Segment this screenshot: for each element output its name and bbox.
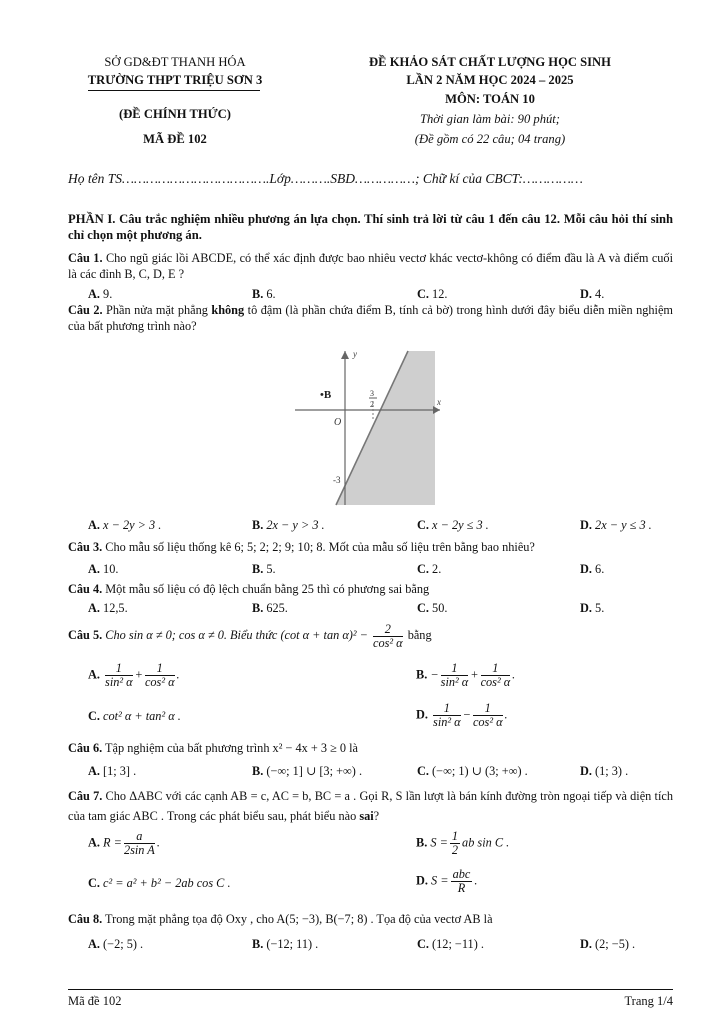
exam-pages-note: (Đề gồm có 22 câu; 04 trang) [414, 132, 566, 146]
q1-option-d[interactable]: D. 4. [580, 287, 605, 301]
q6-option-a[interactable]: A. [1; 3] . [88, 764, 137, 778]
q5-fraction: $\frac{2}{\text{cos² α}}$ [373, 621, 403, 650]
q7-option-d[interactable]: D. S = $\frac{\text{abc}}{R}$ . [416, 867, 478, 895]
q1-text: Cho ngũ giác lồi ABCDE, có thể xác định được bao nhiêu vectơ khác vectơ-không có điểm đầu là A và điểm cuối là các đỉnh B, C, D, E ? [68, 251, 673, 281]
q4-options [88, 601, 688, 617]
school-underline [88, 90, 260, 91]
question-8: Câu 8. Trong mặt phẳng tọa độ Oxy , cho A(5; −3), B(−7; 8) . Tọa độ của vectơ AB là [68, 912, 493, 926]
q4-option-c[interactable]: C. 50. [417, 601, 448, 615]
question-1 [68, 251, 673, 282]
q8-option-b[interactable]: B. (−12; 11) . [252, 937, 319, 951]
q4-option-d[interactable]: D. 5. [580, 601, 605, 615]
y-axis-label: y [353, 349, 357, 359]
q2-option-d[interactable]: D. 2x − y ≤ 3 . [580, 518, 652, 532]
q7-option-a[interactable]: A. R = $\frac{a}{\text{2sin A}}$ . [88, 829, 160, 857]
q5-option-b[interactable]: B. − $\frac{1}{\text{sin² α}}$ + $\frac{1}{\text{cos² α}}$ . [416, 661, 516, 689]
q7-options-cd [88, 868, 688, 902]
school-dept: SỞ GD&ĐT THANH HÓA [104, 55, 246, 69]
q6-option-d[interactable]: D. (1; 3) . [580, 764, 629, 778]
x-axis-arrow [433, 406, 440, 414]
student-info-line: Họ tên TS……………………………….Lớp……….SBD……………; Chữ kí của CBCT:…………… [68, 171, 583, 186]
tick-x-num: 3 [370, 389, 374, 398]
point-b: •B [320, 389, 332, 401]
q8-options [88, 937, 688, 953]
q7-options-ab [88, 830, 688, 864]
question-6: Câu 6. Tập nghiệm của bất phương trình x² − 4x + 3 ≥ 0 là [68, 741, 358, 755]
q6-options [88, 764, 688, 780]
x-axis-label: x [437, 397, 441, 407]
origin-label: O [334, 417, 342, 428]
q2-figure [290, 345, 450, 510]
question-5: Câu 5. Cho sin α ≠ 0; cos α ≠ 0. Biểu thức (cot α + tan α)² − $\frac{2}{\text{cos² α}}$ bằng [68, 621, 432, 650]
footer-exam-code: Mã đề 102 [68, 994, 122, 1008]
q8-option-a[interactable]: A. (−2; 5) . [88, 937, 144, 951]
q7-option-c[interactable]: C. c² = a² + b² − 2ab cos C . [88, 876, 231, 890]
q2-options [88, 518, 688, 534]
q1-option-a[interactable]: A. 9. [88, 287, 113, 301]
q5-option-c[interactable]: C. cot² α + tan² α . [88, 709, 181, 723]
q1-label: Câu 1. [68, 251, 103, 265]
exam-round: LẦN 2 NĂM HỌC 2024 – 2025 [406, 73, 574, 87]
question-2: Câu 2. Phần nửa mặt phẳng không tô đậm (là phần chứa điểm B, tính cả bờ) trong hình dưới đây biểu diễn miền nghiệm của bất phương trình nào? [68, 303, 673, 333]
footer-rule [68, 989, 673, 990]
q3-option-b[interactable]: B. 5. [252, 562, 276, 576]
q5-option-a[interactable]: A. $\frac{1}{\text{sin² α}}$ + $\frac{1}{\text{cos² α}}$ . [88, 661, 180, 689]
q1-option-b[interactable]: B. 6. [252, 287, 276, 301]
q6-option-b[interactable]: B. (−∞; 1] ∪ [3; +∞) . [252, 764, 363, 778]
q6-option-c[interactable]: C. (−∞; 1) ∪ (3; +∞) . [417, 764, 528, 778]
school-name: TRƯỜNG THPT TRIỆU SƠN 3 [87, 73, 263, 87]
part1-title: PHẦN I. Câu trắc nghiệm nhiều phương án lựa chọn. Thí sinh trả lời từ câu 1 đến câu 12. Mỗi câu hỏi thí sinh chỉ chọn một phương án. [68, 212, 673, 242]
official-exam-label: (ĐỀ CHÍNH THỨC) [119, 107, 231, 121]
q7-option-b[interactable]: B. S = $\frac{1}{2}$ ab sin C . [416, 829, 510, 857]
exam-duration: Thời gian làm bài: 90 phút; [419, 112, 560, 126]
y-axis-arrow [341, 351, 349, 359]
q4-option-b[interactable]: B. 625. [252, 601, 288, 615]
q4-option-a[interactable]: A. 12,5. [88, 601, 128, 615]
q2-option-b[interactable]: B. 2x − y > 3 . [252, 518, 325, 532]
q8-option-c[interactable]: C. (12; −11) . [417, 937, 484, 951]
q2-option-a[interactable]: A. x − 2y > 3 . [88, 518, 162, 532]
question-3: Câu 3. Cho mẫu số liệu thống kê 6; 5; 2; 2; 9; 10; 8. Mốt của mẫu số liệu trên bằng bao nhiêu? [68, 540, 535, 554]
footer-page-number: Trang 1/4 [624, 994, 673, 1008]
exam-title: ĐỀ KHẢO SÁT CHẤT LƯỢNG HỌC SINH [369, 55, 611, 69]
q8-option-d[interactable]: D. (2; −5) . [580, 937, 636, 951]
shaded-half-plane [336, 351, 435, 505]
exam-code: MÃ ĐỀ 102 [143, 132, 207, 146]
tick-x-den: 2 [370, 400, 374, 409]
q2-option-c[interactable]: C. x − 2y ≤ 3 . [417, 518, 489, 532]
question-7: Câu 7. Cho ΔABC với các cạnh AB = c, AC = b, BC = a . Gọi R, S lần lượt là bán kính đường tròn ngoại tiếp và diện tích của tam giác ABC . Trong các phát biểu sau, phát biểu nào sai? [68, 789, 673, 823]
q5-options-ab [88, 662, 688, 694]
tick-y-label: -3 [333, 475, 341, 485]
q3-options [88, 562, 688, 578]
q3-option-a[interactable]: A. 10. [88, 562, 119, 576]
question-4: Câu 4. Một mẫu số liệu có độ lệch chuẩn bằng 25 thì có phương sai bằng [68, 582, 430, 596]
exam-subject: MÔN: TOÁN 10 [445, 92, 535, 106]
q3-option-c[interactable]: C. 2. [417, 562, 442, 576]
q1-options [88, 287, 688, 303]
q5-options-cd [88, 702, 688, 734]
q1-option-c[interactable]: C. 12. [417, 287, 448, 301]
q5-option-d[interactable]: D. $\frac{1}{\text{sin² α}}$ − $\frac{1}{\text{cos² α}}$ . [416, 701, 508, 729]
q3-option-d[interactable]: D. 6. [580, 562, 605, 576]
